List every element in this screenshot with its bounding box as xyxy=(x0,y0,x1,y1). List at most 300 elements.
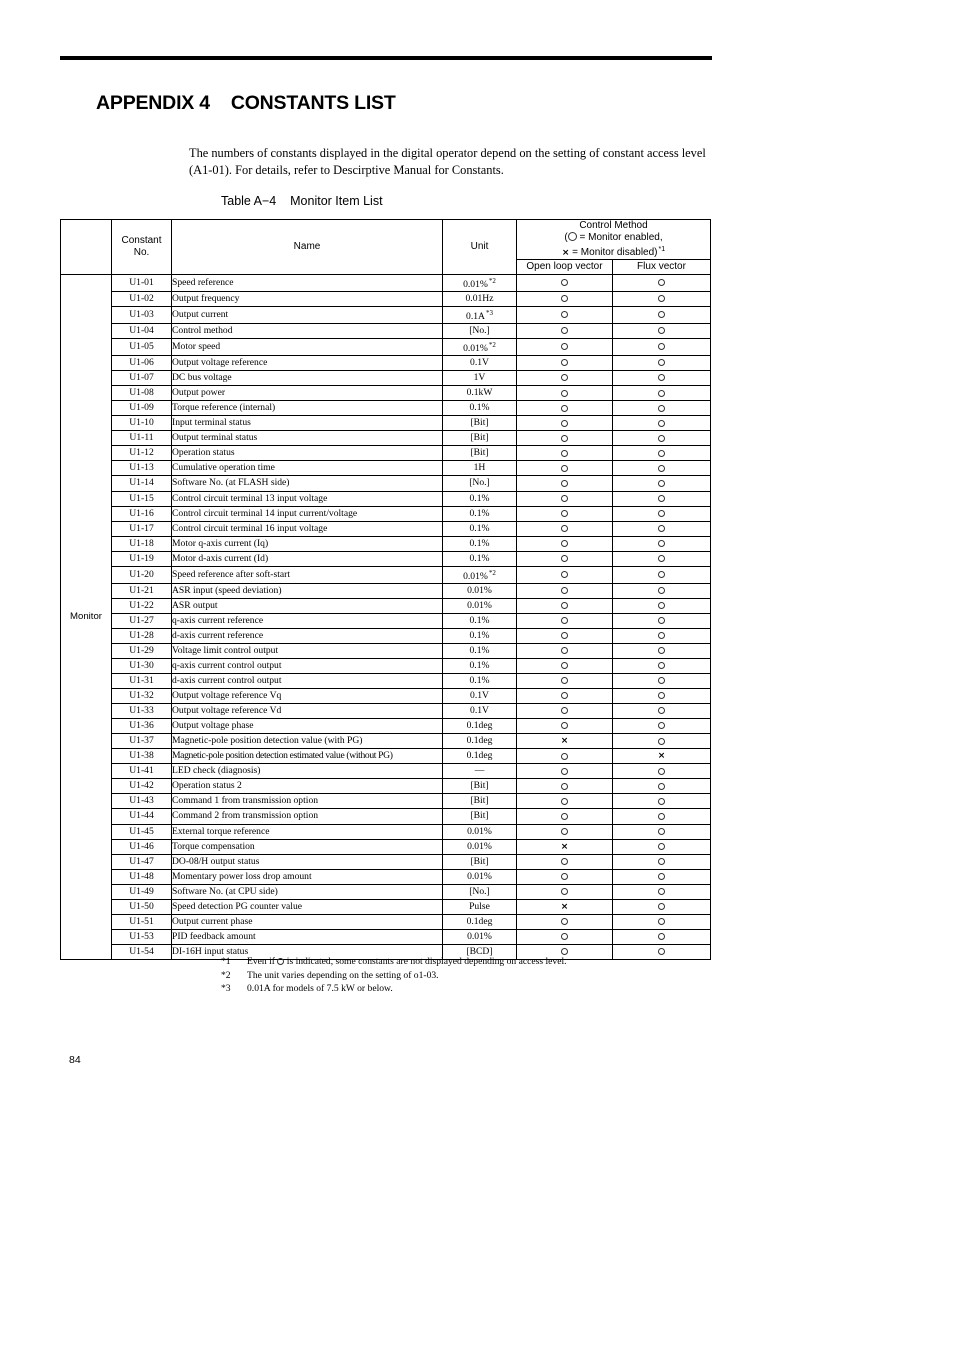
constant-no-cell: U1-22 xyxy=(112,598,172,613)
flux-vector-cell xyxy=(613,536,711,551)
footnote xyxy=(221,982,567,996)
circle-icon xyxy=(658,480,665,487)
table-caption: Table A−4 Monitor Item List xyxy=(221,194,383,208)
open-loop-vector-cell xyxy=(517,839,613,854)
constant-no-cell: U1-47 xyxy=(112,854,172,869)
name-cell: Speed reference after soft-start xyxy=(172,566,443,583)
name-cell: Output terminal status xyxy=(172,431,443,446)
flux-vector-cell xyxy=(613,521,711,536)
name-cell: d-axis current control output xyxy=(172,674,443,689)
open-loop-vector-cell xyxy=(517,476,613,491)
unit-value: [BCD] xyxy=(466,945,493,957)
flux-vector-cell xyxy=(613,944,711,959)
table-row xyxy=(61,689,711,704)
unit-value: [Bit] xyxy=(470,810,489,822)
unit-cell xyxy=(443,914,517,929)
name-cell: Magnetic-pole position detection value (with PG) xyxy=(172,734,443,749)
circle-icon xyxy=(658,602,665,609)
intro-paragraph: The numbers of constants displayed in the digital operator depend on the setting of constant access level (A1-01). For details, refer to Descirptive Manual for Constants. xyxy=(189,146,706,177)
circle-icon xyxy=(561,632,568,639)
table-row xyxy=(61,476,711,491)
open-loop-vector-cell xyxy=(517,884,613,899)
unit-value: 0.1% xyxy=(469,552,490,564)
unit-cell xyxy=(443,566,517,583)
constant-no-cell: U1-51 xyxy=(112,914,172,929)
table-row xyxy=(61,446,711,461)
flux-vector-cell xyxy=(613,386,711,401)
unit-value: — xyxy=(474,765,485,777)
unit-value: 0.1deg xyxy=(466,915,493,927)
unit-note-ref: *2 xyxy=(488,341,496,350)
circle-icon xyxy=(561,722,568,729)
open-loop-vector-cell xyxy=(517,734,613,749)
flux-vector-cell xyxy=(613,566,711,583)
circle-icon xyxy=(658,873,665,880)
name-cell: Motor speed xyxy=(172,339,443,356)
flux-vector-cell xyxy=(613,809,711,824)
flux-vector-cell xyxy=(613,598,711,613)
unit-value: 0.1V xyxy=(470,357,489,369)
control-method-title: Control Method xyxy=(579,220,648,231)
table-row xyxy=(61,899,711,914)
constant-no-cell: U1-49 xyxy=(112,884,172,899)
unit-value: 0.01% xyxy=(463,343,488,355)
circle-icon xyxy=(658,783,665,790)
flux-vector-header: Flux vector xyxy=(613,260,711,275)
constant-no-header xyxy=(112,220,172,275)
circle-icon xyxy=(561,602,568,609)
footnote-text: Even if xyxy=(247,956,278,967)
unit-cell xyxy=(443,292,517,307)
name-header: Name xyxy=(172,220,443,275)
unit-value: 0.01% xyxy=(467,840,492,852)
unit-value: 0.1% xyxy=(469,537,490,549)
circle-icon xyxy=(658,828,665,835)
unit-cell xyxy=(443,764,517,779)
circle-icon xyxy=(561,571,568,578)
unit-cell xyxy=(443,506,517,521)
flux-vector-cell xyxy=(613,292,711,307)
constant-no-cell: U1-31 xyxy=(112,674,172,689)
constant-no-cell: U1-28 xyxy=(112,628,172,643)
table-row xyxy=(61,809,711,824)
open-loop-vector-cell xyxy=(517,914,613,929)
footnote-mark: *1 xyxy=(221,956,231,967)
table-row xyxy=(61,275,711,292)
unit-value: 0.1V xyxy=(470,690,489,702)
name-cell: q-axis current reference xyxy=(172,613,443,628)
flux-vector-cell xyxy=(613,884,711,899)
flux-vector-cell xyxy=(613,674,711,689)
unit-value: 0.1% xyxy=(469,522,490,534)
open-loop-vector-cell xyxy=(517,854,613,869)
name-cell: DO-08/H output status xyxy=(172,854,443,869)
unit-value: [No.] xyxy=(469,885,490,897)
open-loop-vector-cell xyxy=(517,292,613,307)
name-cell: Output current xyxy=(172,307,443,324)
unit-value: 1V xyxy=(473,372,486,384)
unit-value: 0.1A xyxy=(466,311,485,323)
name-cell: Speed reference xyxy=(172,275,443,292)
circle-icon xyxy=(561,555,568,562)
unit-cell xyxy=(443,643,517,658)
name-cell: Output power xyxy=(172,386,443,401)
open-loop-vector-header: Open loop vector xyxy=(517,260,613,275)
legend-open-paren: ( xyxy=(564,232,568,243)
name-cell: Output voltage phase xyxy=(172,719,443,734)
page-number: 84 xyxy=(69,1054,81,1066)
unit-cell xyxy=(443,551,517,566)
unit-value: 0.01% xyxy=(467,930,492,942)
flux-vector-cell xyxy=(613,339,711,356)
name-cell: Control circuit terminal 16 input voltage xyxy=(172,521,443,536)
open-loop-vector-cell xyxy=(517,719,613,734)
flux-vector-cell xyxy=(613,613,711,628)
name-cell: Motor d-axis current (Id) xyxy=(172,551,443,566)
unit-note-ref: *2 xyxy=(488,568,496,577)
table-row xyxy=(61,719,711,734)
flux-vector-cell xyxy=(613,779,711,794)
table-row xyxy=(61,521,711,536)
circle-icon xyxy=(561,279,568,286)
open-loop-vector-cell xyxy=(517,764,613,779)
table-row xyxy=(61,779,711,794)
table-row xyxy=(61,356,711,371)
circle-icon xyxy=(561,873,568,880)
cross-icon: × xyxy=(657,751,666,762)
circle-icon xyxy=(561,783,568,790)
circle-icon xyxy=(561,617,568,624)
constant-no-cell: U1-41 xyxy=(112,764,172,779)
open-loop-vector-cell xyxy=(517,779,613,794)
open-loop-vector-cell xyxy=(517,371,613,386)
name-cell: q-axis current control output xyxy=(172,658,443,673)
flux-vector-cell xyxy=(613,734,711,749)
unit-cell xyxy=(443,386,517,401)
circle-icon xyxy=(658,738,665,745)
constant-no-cell: U1-14 xyxy=(112,476,172,491)
open-loop-vector-cell xyxy=(517,899,613,914)
constant-no-cell: U1-12 xyxy=(112,446,172,461)
circle-icon xyxy=(561,343,568,350)
unit-value: 0.1% xyxy=(469,660,490,671)
circle-icon xyxy=(561,753,568,760)
circle-icon xyxy=(658,918,665,925)
name-cell: PID feedback amount xyxy=(172,929,443,944)
table-row xyxy=(61,551,711,566)
control-method-header xyxy=(517,220,711,260)
unit-value: 0.1% xyxy=(469,402,490,414)
circle-icon xyxy=(561,888,568,895)
constant-no-cell: U1-54 xyxy=(112,944,172,959)
constant-no-cell: U1-21 xyxy=(112,583,172,598)
table-row xyxy=(61,613,711,628)
unit-cell xyxy=(443,613,517,628)
circle-icon xyxy=(658,327,665,334)
open-loop-vector-cell xyxy=(517,356,613,371)
circle-icon xyxy=(658,495,665,502)
name-cell: ASR output xyxy=(172,598,443,613)
unit-value: 0.1% xyxy=(469,507,490,519)
flux-vector-cell xyxy=(613,324,711,339)
constant-no-cell: U1-42 xyxy=(112,779,172,794)
unit-value: [Bit] xyxy=(470,432,489,444)
circle-icon xyxy=(561,480,568,487)
circle-icon xyxy=(561,510,568,517)
unit-cell xyxy=(443,446,517,461)
name-cell: Input terminal status xyxy=(172,416,443,431)
unit-value: 0.01% xyxy=(467,599,492,611)
open-loop-vector-cell xyxy=(517,566,613,583)
circle-icon xyxy=(658,677,665,684)
circle-icon xyxy=(561,311,568,318)
circle-icon xyxy=(658,587,665,594)
circle-icon xyxy=(561,692,568,699)
unit-cell xyxy=(443,658,517,673)
unit-value: 0.01Hz xyxy=(465,293,494,305)
name-cell: Operation status 2 xyxy=(172,779,443,794)
flux-vector-cell xyxy=(613,929,711,944)
open-loop-vector-cell xyxy=(517,324,613,339)
name-cell: Software No. (at CPU side) xyxy=(172,884,443,899)
flux-vector-cell xyxy=(613,401,711,416)
unit-note-ref: *2 xyxy=(488,277,496,285)
open-loop-vector-cell xyxy=(517,339,613,356)
circle-icon xyxy=(561,420,568,427)
unit-cell xyxy=(443,929,517,944)
unit-value: 0.1deg xyxy=(466,750,493,762)
constant-no-cell: U1-43 xyxy=(112,794,172,809)
circle-icon xyxy=(561,525,568,532)
open-loop-vector-cell xyxy=(517,613,613,628)
table-row xyxy=(61,734,711,749)
name-cell: Torque reference (internal) xyxy=(172,401,443,416)
constant-no-cell: U1-10 xyxy=(112,416,172,431)
unit-cell xyxy=(443,356,517,371)
name-cell: Cumulative operation time xyxy=(172,461,443,476)
open-loop-vector-cell xyxy=(517,416,613,431)
flux-vector-cell xyxy=(613,371,711,386)
table-row xyxy=(61,307,711,324)
name-cell: Control circuit terminal 13 input voltage xyxy=(172,491,443,506)
open-loop-vector-cell xyxy=(517,506,613,521)
open-loop-vector-cell xyxy=(517,658,613,673)
unit-value: 0.01% xyxy=(463,570,488,582)
unit-value: 0.1kW xyxy=(466,387,493,399)
open-loop-vector-cell xyxy=(517,431,613,446)
unit-cell xyxy=(443,401,517,416)
constant-no-cell: U1-08 xyxy=(112,386,172,401)
circle-icon xyxy=(561,327,568,334)
table-row xyxy=(61,339,711,356)
constant-no-cell: U1-44 xyxy=(112,809,172,824)
name-cell: Output voltage reference Vq xyxy=(172,689,443,704)
flux-vector-cell xyxy=(613,704,711,719)
circle-icon xyxy=(561,295,568,302)
name-cell: Output voltage reference Vd xyxy=(172,704,443,719)
flux-vector-cell xyxy=(613,749,711,764)
table-row xyxy=(61,674,711,689)
circle-icon xyxy=(658,450,665,457)
footnote-text: 0.01A for models of 7.5 kW or below. xyxy=(247,983,393,994)
open-loop-vector-cell xyxy=(517,869,613,884)
name-cell: Operation status xyxy=(172,446,443,461)
name-cell: Control method xyxy=(172,324,443,339)
circle-icon xyxy=(658,768,665,775)
open-loop-vector-cell xyxy=(517,461,613,476)
circle-icon xyxy=(561,374,568,381)
constant-no-cell: U1-48 xyxy=(112,869,172,884)
open-loop-vector-cell xyxy=(517,628,613,643)
unit-cell xyxy=(443,275,517,292)
unit-cell xyxy=(443,307,517,324)
open-loop-vector-cell xyxy=(517,551,613,566)
unit-value: 0.01% xyxy=(463,279,488,290)
open-loop-vector-cell xyxy=(517,929,613,944)
name-cell: Momentary power loss drop amount xyxy=(172,869,443,884)
name-cell: d-axis current reference xyxy=(172,628,443,643)
circle-icon xyxy=(561,858,568,865)
unit-cell xyxy=(443,628,517,643)
unit-value: 0.1% xyxy=(469,644,490,656)
circle-icon xyxy=(658,435,665,442)
constant-no-cell: U1-18 xyxy=(112,536,172,551)
circle-icon xyxy=(658,617,665,624)
name-cell: Motor q-axis current (Iq) xyxy=(172,536,443,551)
unit-value: 0.1V xyxy=(470,705,489,717)
open-loop-vector-cell xyxy=(517,491,613,506)
open-loop-vector-cell xyxy=(517,275,613,292)
name-cell: Command 2 from transmission option xyxy=(172,809,443,824)
circle-icon xyxy=(658,813,665,820)
top-rule xyxy=(60,56,712,60)
constant-no-cell: U1-04 xyxy=(112,324,172,339)
flux-vector-cell xyxy=(613,658,711,673)
table-row xyxy=(61,491,711,506)
table-row xyxy=(61,431,711,446)
legend-enabled-text: = Monitor enabled, xyxy=(576,232,663,243)
unit-value: [Bit] xyxy=(470,780,489,792)
flux-vector-cell xyxy=(613,551,711,566)
unit-cell xyxy=(443,824,517,839)
flux-vector-cell xyxy=(613,307,711,324)
unit-cell xyxy=(443,794,517,809)
unit-value: 0.01% xyxy=(467,825,492,837)
constant-no-cell: U1-15 xyxy=(112,491,172,506)
unit-value: [Bit] xyxy=(470,447,489,459)
name-cell: Magnetic-pole position detection estimated value (without PG) xyxy=(172,749,443,764)
circle-icon xyxy=(568,232,577,241)
table-row xyxy=(61,292,711,307)
open-loop-vector-cell xyxy=(517,704,613,719)
group-label-monitor: Monitor xyxy=(61,275,112,960)
table-row xyxy=(61,869,711,884)
unit-cell xyxy=(443,461,517,476)
circle-icon xyxy=(561,495,568,502)
flux-vector-cell xyxy=(613,356,711,371)
circle-icon xyxy=(658,405,665,412)
flux-vector-cell xyxy=(613,491,711,506)
flux-vector-cell xyxy=(613,643,711,658)
page-title: APPENDIX 4 CONSTANTS LIST xyxy=(96,92,396,114)
table-row xyxy=(61,416,711,431)
unit-value: 0.1deg xyxy=(466,720,493,732)
circle-icon xyxy=(561,435,568,442)
circle-icon xyxy=(561,798,568,805)
table-row xyxy=(61,536,711,551)
legend-note-ref: *1 xyxy=(658,246,666,253)
circle-icon xyxy=(658,692,665,699)
circle-icon xyxy=(658,420,665,427)
unit-value: 0.01% xyxy=(467,870,492,882)
unit-cell xyxy=(443,476,517,491)
table-row xyxy=(61,506,711,521)
circle-icon xyxy=(658,465,665,472)
flux-vector-cell xyxy=(613,854,711,869)
footnote-text: The unit varies depending on the setting of o1-03. xyxy=(247,969,439,981)
circle-icon xyxy=(658,662,665,669)
footnote-mark: *2 xyxy=(221,969,231,981)
table-row xyxy=(61,583,711,598)
open-loop-vector-cell xyxy=(517,536,613,551)
circle-icon xyxy=(658,858,665,865)
unit-cell xyxy=(443,521,517,536)
open-loop-vector-cell xyxy=(517,307,613,324)
open-loop-vector-cell xyxy=(517,674,613,689)
constant-no-cell: U1-37 xyxy=(112,734,172,749)
constant-no-cell: U1-02 xyxy=(112,292,172,307)
unit-value: [Bit] xyxy=(470,855,489,867)
unit-value: 0.1deg xyxy=(466,735,493,747)
flux-vector-cell xyxy=(613,839,711,854)
table-row xyxy=(61,824,711,839)
open-loop-vector-cell xyxy=(517,809,613,824)
unit-cell xyxy=(443,749,517,764)
circle-icon xyxy=(658,933,665,940)
unit-value: [No.] xyxy=(469,477,490,489)
cross-icon: × xyxy=(560,901,569,912)
circle-icon xyxy=(658,647,665,654)
name-cell: Speed detection PG counter value xyxy=(172,899,443,914)
name-cell: Software No. (at FLASH side) xyxy=(172,476,443,491)
circle-icon xyxy=(561,662,568,669)
unit-cell xyxy=(443,854,517,869)
constant-no-cell: U1-53 xyxy=(112,929,172,944)
flux-vector-cell xyxy=(613,824,711,839)
flux-vector-cell xyxy=(613,431,711,446)
table-row xyxy=(61,324,711,339)
unit-cell xyxy=(443,324,517,339)
circle-icon xyxy=(561,359,568,366)
open-loop-vector-cell xyxy=(517,401,613,416)
unit-cell xyxy=(443,839,517,854)
circle-icon xyxy=(658,948,665,955)
name-cell: DI-16H input status xyxy=(172,944,443,959)
circle-icon xyxy=(658,843,665,850)
unit-cell xyxy=(443,704,517,719)
open-loop-vector-cell xyxy=(517,794,613,809)
table-row xyxy=(61,401,711,416)
unit-value: [Bit] xyxy=(470,795,489,807)
circle-icon xyxy=(658,555,665,562)
unit-value: 0.1% xyxy=(469,492,490,504)
circle-icon xyxy=(658,632,665,639)
constant-no-cell: U1-17 xyxy=(112,521,172,536)
name-cell: DC bus voltage xyxy=(172,371,443,386)
name-cell: Torque compensation xyxy=(172,839,443,854)
unit-cell xyxy=(443,689,517,704)
unit-cell xyxy=(443,779,517,794)
